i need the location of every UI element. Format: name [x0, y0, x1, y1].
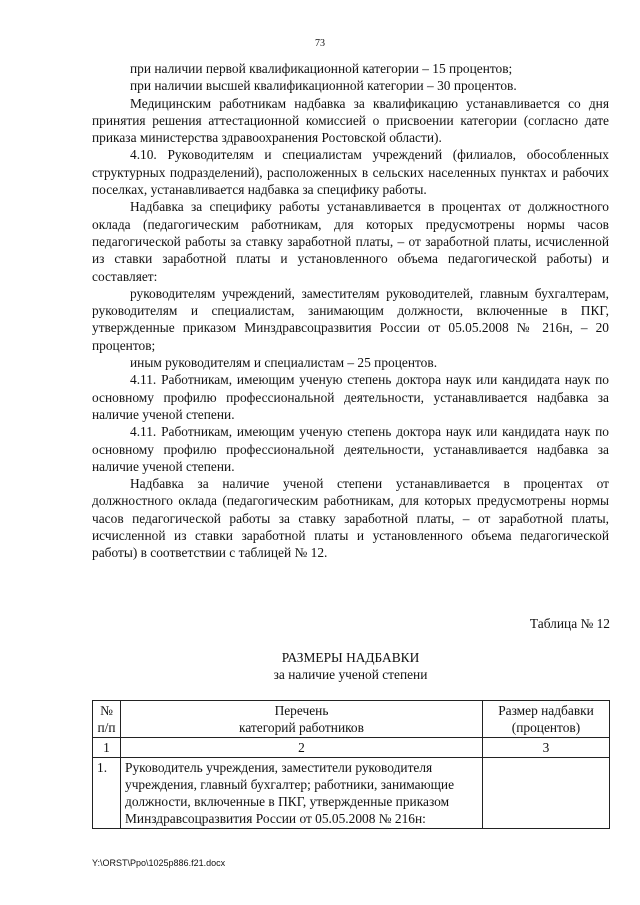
file-path-footer: Y:\ORST\Ppo\1025p886.f21.docx: [92, 858, 226, 868]
header-number-sublabel: п/п: [97, 720, 116, 735]
paragraph: иным руководителям и специалистам – 25 процентов.: [130, 355, 438, 371]
paragraph: руководителям учреждений, заместителям руководителей, главным бухгалтерам, руководителям и специалистам, занимающим должности, включенные в ПКГ, утвержденные приказом Минздравсоцразвития России от 05.05.2008 № 216н, – 20 процентов;: [92, 285, 609, 353]
table-header-row: [93, 701, 610, 738]
paragraph: Надбавка за специфику работы устанавливается в процентах от должностного оклада (педагогическим работникам, для которых предусмотрены нормы часов педагогической работы за ставку заработной платы, – от заработной платы, исчисленной из ставки заработной платы и установленного объема педагогической работы) и составляет:: [92, 199, 609, 284]
column-number-row: [93, 738, 610, 758]
paragraph: 4.11. Работникам, имеющим ученую степень доктора наук или кандидата наук по основному профилю профессиональной деятельности, устанавливается надбавка за наличие ученой степени.: [92, 424, 609, 474]
header-size-label: Размер надбавки: [498, 703, 594, 718]
header-size-sublabel: (процентов): [511, 720, 581, 735]
table-label: Таблица № 12: [529, 616, 610, 631]
paragraph: Надбавка за наличие ученой степени устанавливается в процентах от должностного оклада (педагогическим работникам, для которых предусмотрены нормы часов педагогической работы за ставку заработной платы, – от заработной платы, исчисленной из ставки заработной платы и установленного объема педагогической работы) в соответствии с таблицей № 12.: [92, 476, 609, 561]
header-category-sublabel: категорий работников: [239, 720, 364, 735]
paragraph: 4.10. Руководителям и специалистам учреждений (филиалов, обособленных структурных подразделений), расположенных в сельских населенных пунктах и рабочих поселках, устанавливается надбавка за специфику работы.: [92, 147, 609, 198]
table-row: [93, 758, 610, 829]
paragraph: при наличии первой квалификационной категории – 15 процентов;: [130, 61, 513, 76]
column-number-3: 3: [483, 738, 610, 758]
header-category-cell: [121, 701, 483, 738]
column-number-1: 1: [93, 738, 121, 758]
header-size-cell: [483, 701, 610, 738]
header-number-label: №: [100, 703, 113, 718]
row-category: Руководитель учреждения, заместители руководителя учреждения, главный бухгалтер; работники, занимающие должности, включенные в ПКГ, утвержденные приказом Минздравсоцразвития России от 05.05.2008 № 216н:: [121, 758, 483, 829]
paragraph: при наличии высшей квалификационной категории – 30 процентов.: [130, 78, 517, 94]
header-number-cell: [93, 701, 121, 738]
allowance-table: [92, 700, 610, 829]
header-category-label: Перечень: [274, 703, 329, 718]
row-number: 1.: [93, 758, 121, 829]
table-title-sub: за наличие ученой степени: [273, 667, 428, 682]
row-value: [483, 758, 610, 829]
page-number: 73: [315, 38, 325, 49]
column-number-2: 2: [121, 738, 483, 758]
paragraph: 4.11. Работникам, имеющим ученую степень доктора наук или кандидата наук по основному профилю профессиональной деятельности, устанавливается надбавка за наличие ученой степени.: [92, 372, 609, 422]
table-title-main: РАЗМЕРЫ НАДБАВКИ: [281, 650, 420, 665]
table-title: [92, 649, 609, 683]
document-body: [92, 60, 609, 562]
paragraph: Медицинским работникам надбавка за квалификацию устанавливается со дня принятия решения аттестационной комиссией о присвоении категории (согласно дате приказа министерства здравоохранения Ростовской области).: [92, 95, 609, 146]
